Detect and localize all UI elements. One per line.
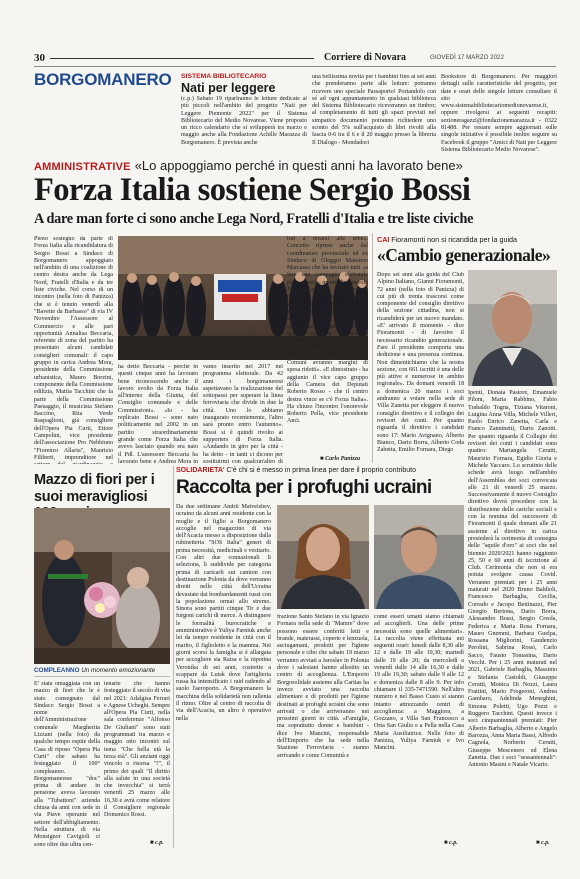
refugees-headline: Raccolta per i profughi ucraini xyxy=(176,477,432,498)
main-kicker-line xyxy=(34,157,556,173)
header-rule xyxy=(34,66,556,67)
main-headline: Forza Italia sostiene Sergio Bossi xyxy=(34,172,471,208)
main-signature-name: Carlo Panizza xyxy=(325,456,360,462)
caption-rule xyxy=(34,676,170,677)
cai-headline: «Cambio generazionale» xyxy=(377,245,551,265)
top-col-1: (c.p.) Sabato 19 riparlranno le letture dedicate ai più piccoli nell'ambito del progetto "Nati per Leggere Piemonte 2022" per il Sistema Bibliotecario del Medio Novarese. Viene proposto un ricco calendario che si svilupperà tra marzo e maggio anche alla Fondazione Achille Marazza di Borgomanero. È prevista anche xyxy=(181,96,307,146)
flowers-signature: ■ c.p. xyxy=(150,840,164,846)
cai-col-2: Ipenti, Donata Pastore, Emanuele Piloni, Maria Rabbino, Fabio Trabaldo Togna, Tiziana Vitaroni, Luigina Anna Villa, Michele Villeri, Paolo Enrico Zanetta, Carla e Franco Zanninetti, Dario Zanotti. Per quanto riguarda il Collegio dei revisori dei conti i candidati sono quattro: Mariangela Cerutti, Maurizio Fornara, Egidio Gioria e Michele Vaccaro. Lo scrutinio delle schede avrà luogo nell'ambito dell'Assemblea dei soci convocata alle 21 di venerdì 25 marzo. Successivamente il nuovo Consiglio direttivo dovrà procedere con la distribuzione delle cariche sociali e con la nomina del successore di Fioramonti il quale domani alle 21 assieme al direttivo in carica presiederà la cerimonia di consegna delle "aquile d'oro" ai soci che nel biennio 2020/2021 hanno raggiunto 25, 50 e 60 anni di iscrizione al Club. Cerimonia che non si era potuta svolgere causa Covid. Verranno premiati per i 25 anni maturati nel 2020 Bruno Baldioli, Francesco Barbaglia, Cecilia, Corrado e Jacopo Bettinazzi, Pier Giorgio Bertona, Dario Borra, Alessandro Bossi, Sergio Creola, Federica e Maria Rosa Fornara, Mauro Gnemmi, Barbara Guelpa, Rossana Migliorini, Gaudenzio Perolini, Sabrina Rossi, Carlo Sacco, Fausto Tomasina, Dario Vecchi. Per i 25 anni maturati nel 2021, Gabriele Barbaglia, Massimo e Stefania Castoldi, Giuseppe Cerutti, Monica Di Nozzi, Laura Frattini, Mario Frogeroni, Andrea Gambaro, Adelinda Meneghini, Simona Poletti, Ugo Pozzi e Ruggero Tacchini. Questi invece i soci cinquantennali premiati: Pier Alberto Barbaglia, Alberto e Angelo Barozza, Anna Maria Bassi, Alfredo Cagnola, Norberto Cerutti, Giuseppe Mescenero ed Elena Zanetta. Due i soci "sessantennali": Antonio Masini e Natale Vicario. xyxy=(468,390,557,769)
main-col-1: Pieno sostegno da parte di Forza Italia alla ricandidatura di Sergio Bossi a Sindaco di Borgomanero appoggiato nell'ambito di una coalizione di centro destra anche da Lega Nord, Fratelli d'Italia e da tre liste civiche. Nel corso di un incontro (nella foto di Panizza) che si è tenuto venerdì alla "Bavette da Barbasso" di via IV Novembre l'Assessore al Commercio e alle pari opportunità Annalisa Beccaria, referente di zona del partito ha presentato alcuni candidati consiglieri comunali: il capo gruppo in carica Andrea Mora, presidente della Commissione urbanistica, Mauro Borzini, componente della Commissione edilizia, Mattia Tacchini che fa parte della Commissione Paesaggio, il musicista Stefano Baccino, Rita Verde Raspaglioni, già consigliere dell'Opera Pia Curti, Ettore Campolini, vice presidente dell'associazione Pro Nebbiuno "Fiorenzo Allaria", Maurizio Filiberti, imprenditore nel xyxy=(34,236,113,461)
cai-kicker-line xyxy=(377,235,557,244)
mancini-photo xyxy=(374,505,464,609)
main-col-4: tori a recarsi alle urne». Concetto ripreso anche dal coordinatore provinciale ed ex Sindaco di Oleggio Massimo Marcassa che ha invitato tutti «a fare una campagna elettorale porta a porta» mentre l'onorevole Paolo Zangrillo, coordinatore regionale ha fatto cenno alla situazione attuale che «ha spiegato «avrà ricadute negative anche in ambito locale. Tutto quello che avevamo pensato per quanto riguarda il rilancio economico - ha detto - lo dobbiamo rivedere alla luce dei rincari delle materie prime. E i Comuni avranno margini di spesa ridotti». «E dimostrato - ha aggiunto il vice capo gruppo della Camera dei Deputati Roberto Rosso - che il centro destra vince se c'è Forza Italia». Ha chiuso l'incontro l'onorevole Roberto Pella, vice presidente Anci. xyxy=(287,236,368,425)
section-label: BORGOMANERO xyxy=(34,70,172,89)
column-divider-2 xyxy=(173,466,174,848)
refugees-signature: ■ c.p. xyxy=(444,840,458,846)
refugees-tag: SOLIDARIETA' xyxy=(176,467,225,474)
flowers-headline: Mazzo di fiori per i suoi meravigliosi xyxy=(34,472,155,505)
refugees-kicker: C'è chi si è messo in prima linea per dare il proprio contributo xyxy=(226,467,416,474)
main-kicker: «Lo appoggiamo perché in questi anni ha lavorato bene» xyxy=(134,158,463,173)
flowers-signature-name: c.p. xyxy=(155,840,164,846)
main-subheadline: A dare man forte ci sono anche Lega Nord, Fratelli d'Italia e tre liste civiche xyxy=(34,211,474,227)
top-title: Nati per leggere xyxy=(181,81,276,95)
flowers-caption-label: COMPLEANNO xyxy=(34,667,80,674)
cai-tag: CAI xyxy=(377,235,390,244)
flowers-caption-text: Un momento emozionante xyxy=(81,667,156,674)
cai-signature-name: c.p. xyxy=(541,840,550,846)
refugees-col-2: frazione Santo Stefano in via Ignazio Fornara nella sede di "Mamre" dove possono essere conferiti letti e brande, materassi, coperte e lenzuola, asciugamani, prodotti per l'igiene personale e cibo che sabato 19 marzo verranno avviati a Jaroslav in Polonia dove i salesiani hanno allestito un centro di accoglienza. L'Emporio Borgosolidale assieme alla Caritas ha invece avviato una raccolta alimentare e di prodotti per l'igiene destinati ai profughi ucraini che sono arrivati o che arriveranno nei prossimi giorni in città. «Famiglie, ma soprattutto donne e bambini - dice Ivo Mancini, responsabile dell'Emporio che ha sede nella Stazione Ferroviaria - stanno arrivando e come Comunità e xyxy=(277,614,369,759)
cai-kicker: Fioramonti non si ricandida per la guida xyxy=(391,235,518,244)
farniuk-photo xyxy=(277,505,369,609)
fioramonti-photo xyxy=(468,270,557,386)
top-col-3: Bookstore di Borgomanero. Per maggiori dettagli sulle caratteristiche del progetto, per date e orari delle singole letture consultare il sito www.sistemabibliotecariomedionovarese.it, oppure rivolgersi ai seguenti recapiti: sezioneragazzi@fondazionemarazza.it - 0322 81488. Per restare sempre aggiornati sulle singole iniziative è possibile inoltre seguire su Facebook il gruppo "Amici di Nati per Leggere Sistema Bibliotecario Medio Novarese". xyxy=(441,74,557,153)
flowers-col-1: E' stata omaggiata con un mazzo di fiori che le è stato consegnato dal Sindaco Sergio Bossi a nome dell'Amministrazione comunale Margherita Lizzani (nella foto) da qualche tempo ospite della Casa di riposo "Opera Pia Curti" che sabato ha festeggiato il 100° compleanno. Borgomanerese "doc" prima di andare in pensione aveva lavorato alla "Tubattoni" azienda chiusa da anni con sede in via Piave operante nel settore dell'abbigliamento. Nella struttura di via Monsignor Cavigioli ci sono oltre due ultra cen- xyxy=(34,681,100,847)
refugees-col-3: come esseri umani siamo chiamati ad accoglierli. Una delle prime necessità sono quelle alimentari». La raccolta viene effettuata nei seguenti orari: lunedì dalle 8,30 alle 12 e dalle 19 alle 19,30; martedì dalle 19 alle 20; da mercoledì a venerdì dalle 14 alle 16,30 e dalle 19 alle 19,30; sabato dalle 9 alle 12 e domenica dalle 8 alle 9. Per info chiamare il 335-7471590. Nell'altro numero e nel Basso Cusio si stanno intanto attrezzando centri di accoglienza: a Maggiora, a Gozzano, a Villa San Francesco a Orta San Giulio e a Pella nella Casa Maria Ausiliatrice. Nelle foto di Panizza, Yuliya Farniuk e Ivo Mancini. xyxy=(374,614,464,752)
refugees-signature-name: c.p. xyxy=(449,840,458,846)
cai-col-1: Dopo sei anni alla guida del Club Alpino Italiano, Gianni Fioramonti, 72 anni (nella foto di Panizza) di cui più di trenta trascorsi come componente del consiglio direttivo della sezione cittadina, non si ricandiderà per un nuovo mandato. «E' arrivato il momento - dice Fioramonti - di favorire il necessario ricambio generazionale. Fare il presidente comporta una dedizione e una presenza continua. Non dimentichiamo che la nostra sezione, con 661 iscritti è una delle più attive e numerose in ambito regionale». Da domani venerdì 18 a domenica 20 marzo i soci andranno a votare nella sede di Villa Zanetta per eleggere il nuovo consiglio direttivo e il collegio dei revisori dei conti. Per quanto riguarda il direttivo i candidati sono 17: Mario Avignano, Alberto Bianco, Dario Borra, Alberto Coda Zabetta, Emilio Fornara, Diego xyxy=(377,272,464,454)
column-divider xyxy=(372,233,373,463)
flowers-col-2: tenarie che hanno festeggiato il secolo di vita nel 2021: Adalgisa Ferrari e Agnese Ucheghi. Sempre all'Opera Pia Curti, nella sala conferenze "Alfonso De Giuliani" sono stati programmati tra marzo e maggio otto incontri sul tema "Che bella età la terza età". Gli anziani oggi vincolo o risorsa "?", il primo dei quali "Il diritto alla salute in una società che invecchia" si terrà venerdì 25 marzo alle 16,30 e avrà come relatore il Consigliere regionale Domenico Rossi. xyxy=(104,681,170,819)
main-signature: ■ Carlo Panizza xyxy=(320,456,360,462)
newspaper-name: Corriere di Novara xyxy=(324,52,407,63)
page-header xyxy=(34,52,556,66)
refugees-kicker-line xyxy=(176,466,466,474)
main-col-3: vamo inserito nel 2017 nel programma elettorale. Da 42 anni i borgomaneresi aspettavano la realizzazione del sottopassi per superare la linea ferroviaria che divide in due la città. Uno lo abbiamo inaugurato recentemente, l'altro sarà pronto entro l'autunno». Bossi si è quindi rivolto ai supporters di Forza Italia. «Andando in giro per la città - ha detto - in tanti ci dicono per sostituirmi con qualcun'altro di xyxy=(203,364,283,464)
cai-signature: ■ c.p. xyxy=(536,840,550,846)
main-tag: AMMINISTRATIVE xyxy=(34,161,131,173)
main-col-2: ha detto Beccaria - perché in questi cinque anni ha lavorato bene riconoscendo anche il lavoro svolto da Forza Italia all'interno della Giunta, del Consiglio comunale e delle Commissioni». «Io - ha replicato Bossi - sono nato politicamente nel 2002 in un partito straordinariamente grande come Forza Italia che avevo lasciato quando era nato il Pdl. L'assessore Beccaria ha lavorato bene e Andrea Mora in xyxy=(118,364,198,464)
top-kicker: SISTEMA BIBLIOTECARIO xyxy=(181,73,267,80)
flowers-caption xyxy=(34,667,170,674)
refugees-col-1: Da due settimane Andrii Matveishev, ucraino da alcuni anni residente con la moglie e il figlio a Borgomanero accoglie nel magazzino di via dell'Acacia messo a disposizione dalla rubinetteria "SOS Italia" generi di prima necessità, medicinali e vestiario. Con altri due connazionali li seleziona, li suddivide per categoria prima di caricarli sui camion con destinazione Polonia da dove verranno diretti nelle città dell'Ucraina devastate dai bombardamenti russi con la popolazione ormai allo stremo. Sinora sono partiti cinque Tir e due furgoni carichi di merce. A distinguere le formalità burocratiche e amministrative è Yuliya Farniuk anche lei da tempo residente in città con il marito, il figlioletto e la mamma. Nei giorni scorsi la famiglia si è allargata per accogliere sia Raisa e la nipotina Veronika di sei anni, costrette a scappare da Lutsk dove l'artiglieria russa ha intensificato i raid radendo al suolo l'aeroporto. A Borgomanero la macchina della solidarietà non rallenta il ritmo. Oltre al centro di raccolta di via dell'Acacia, un altro è operativo nella xyxy=(176,504,271,722)
issue-date: GIOVEDÌ 17 MARZO 2022 xyxy=(430,54,504,61)
top-col-2: una bellissima novità per i bambini fino ai sei anni che prenderanno parte alle letture: potranno ricevere uno speciale Passaporto! Portandolo con sé ad ogni appuntamento in qualsiasi biblioteca del Sistema Bibliotecario riceveranno un timbro; al completamento di tutti gli spazi previsti nel simpatico documento potranno richiedere uno sconto del 5% sull'acquisto di libri rivolti alla fascia 0-6 tra il 6 e il 20 maggio presso la libreria Il Dialogo - Mondadori xyxy=(312,74,436,146)
centenarian-photo xyxy=(34,508,170,664)
page-number: 30 xyxy=(34,52,45,64)
